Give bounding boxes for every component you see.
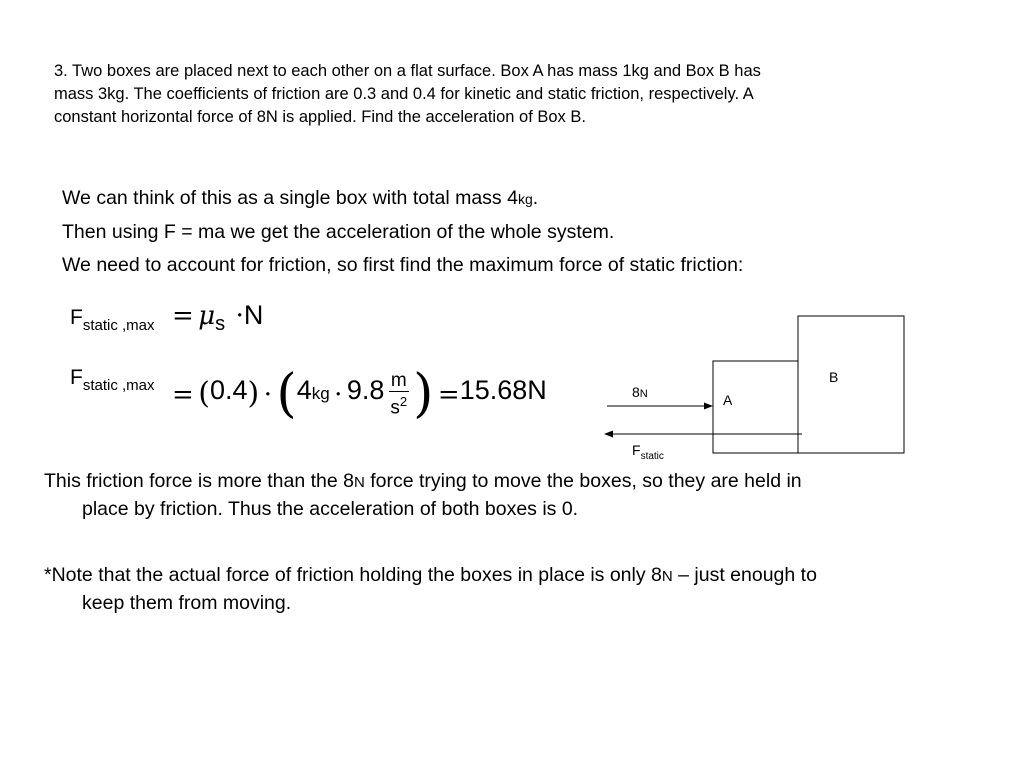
box-a-label: A [723, 392, 733, 408]
equation-2-rhs: = (0.4) · (4kg · 9.8 $\frac{m}{s^2}$ ) =15.68N [172, 364, 547, 424]
box-b [798, 316, 904, 453]
bullet-f-ma: Then using F = ma we get the acceleration of the whole system. [62, 221, 615, 243]
problem-line-2: mass 3kg. The coefficients of friction are 0.3 and 0.4 for kinetic and static friction, respectively. A [54, 85, 754, 103]
equation-static-friction-max: Fstatic ,max [70, 306, 155, 334]
box-b-label: B [829, 369, 839, 385]
equation-1-rhs: = μs ·N [172, 300, 264, 335]
applied-force-arrowhead [704, 403, 713, 410]
note-paragraph: *Note that the actual force of friction holding the boxes in place is only 8N – just enough to keep them from moving. [44, 564, 817, 614]
problem-line-1: 3. Two boxes are placed next to each other on a flat surface. Box A has mass 1kg and Box B has [54, 62, 761, 80]
friction-force-label: $F_{static}$ [632, 442, 664, 462]
bullet-single-box: We can think of this as a single box with total mass 4kg. [62, 187, 539, 209]
applied-force-label: 8N [632, 384, 648, 400]
problem-statement [54, 60, 974, 129]
problem-line-3: constant horizontal force of 8N is applied. Find the acceleration of Box B. [54, 108, 586, 126]
conclusion-paragraph: This friction force is more than the 8N force trying to move the boxes, so they are held in place by friction. Thus the acceleration of both boxes is 0. [44, 470, 802, 520]
bullet-friction: We need to account for friction, so first find the maximum force of static friction: [62, 254, 744, 276]
equation-static-friction-value: Fstatic ,max [70, 366, 155, 394]
fraction-m-per-s2: $\frac{m}{s^2}$ [390, 369, 408, 418]
friction-force-arrowhead [604, 431, 613, 438]
